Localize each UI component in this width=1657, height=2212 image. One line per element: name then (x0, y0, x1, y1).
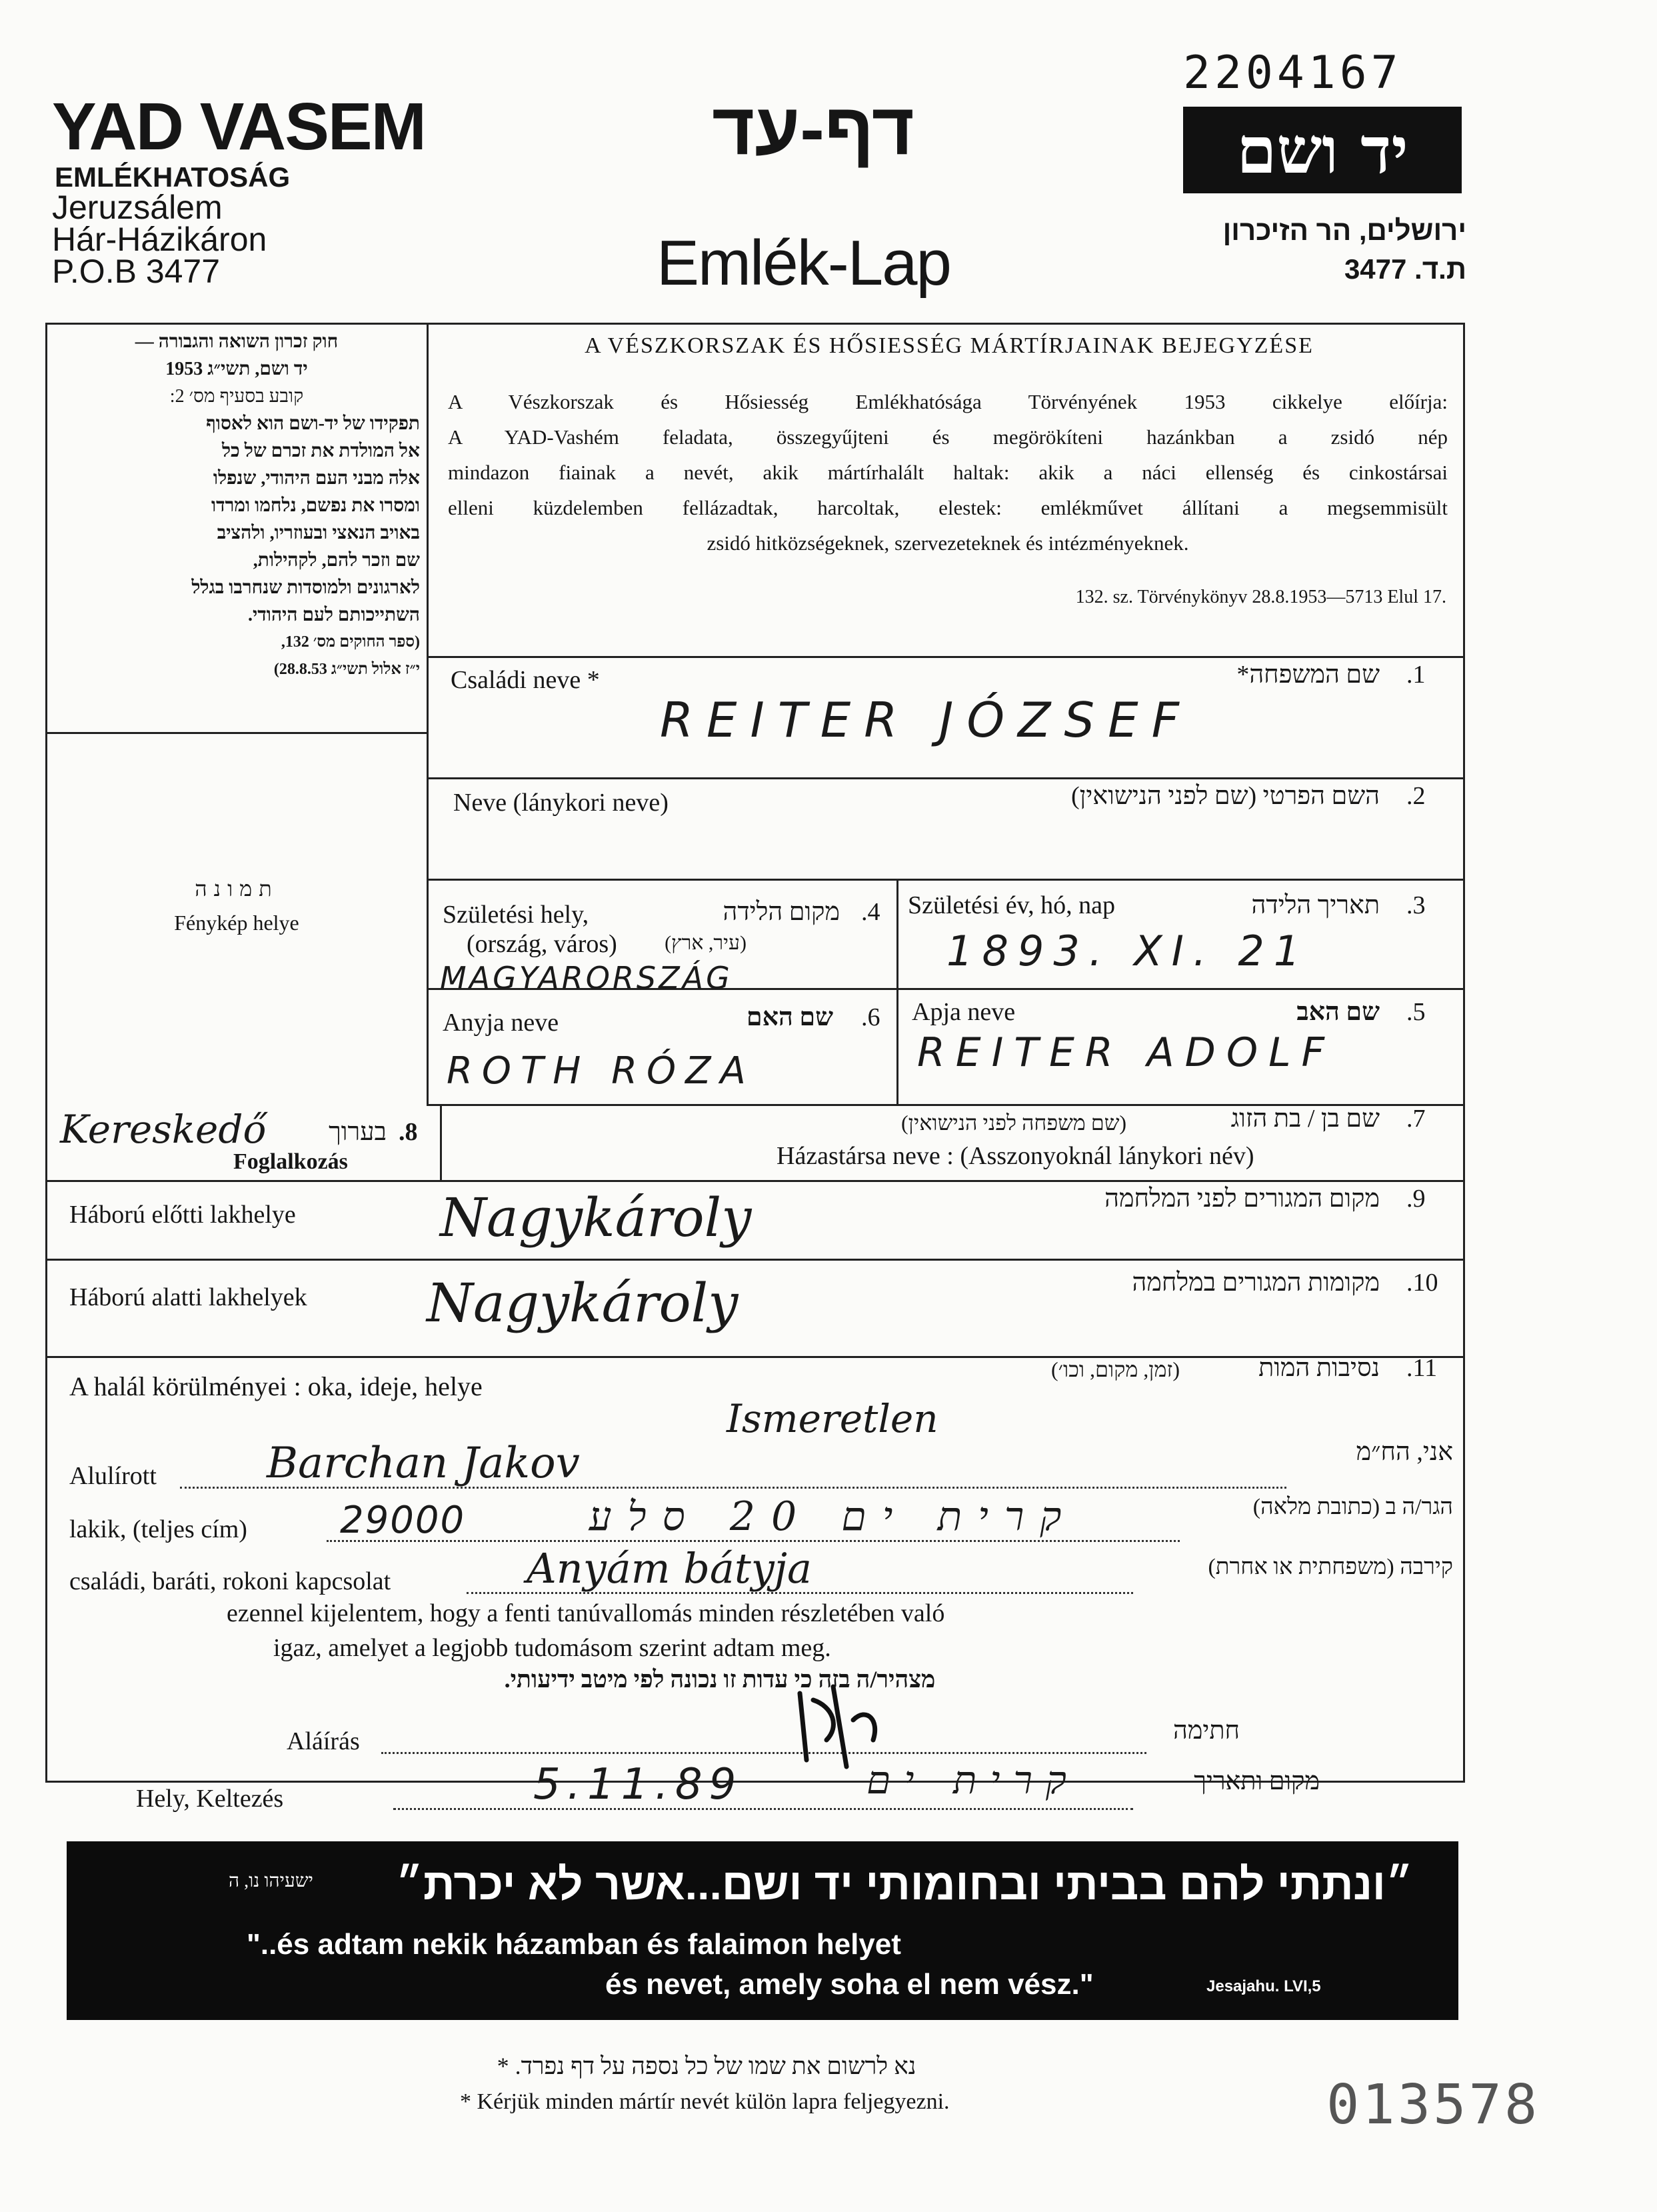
archive-stamp-number: 013578 (1326, 2073, 1540, 2137)
father-name-label: Apja neve (912, 998, 1016, 1026)
birthplace-sublabel: (ország, város) (467, 930, 617, 958)
spouse-sublabel-hebrew: (שם משפחה לפני הנישואין) (901, 1111, 1126, 1135)
law-line: באויב הנאצי ובעוזריו, ולהציב (217, 523, 420, 543)
death-circumstances-label: A halál körülményei : oka, ideje, helye (69, 1371, 483, 1401)
hebrew-address-2: ת.ד. 3477 (1344, 253, 1466, 285)
org-address-line-3: P.O.B 3477 (52, 253, 221, 290)
address-label-hebrew: הגר/ה ב (כתובת מלאה) (1252, 1495, 1453, 1519)
place-value-hebrew[interactable]: קרית ים (866, 1757, 1080, 1803)
place-date-line (393, 1808, 1133, 1810)
law-line: תפקידו של יד-ושם הוא לאסוף (206, 413, 420, 434)
law-line: השתייכותם לעם היהודי. (247, 605, 420, 625)
logo-text: יד ושם (1236, 112, 1408, 188)
intro-line: A YAD-Vashém feladata, összegyűjteni és megörökíteni hazánkban a zsidó nép (448, 425, 1448, 449)
address-value[interactable]: 29000 (340, 1499, 466, 1542)
banner-hebrew-ref: ישעיהו נו, ה (229, 1871, 313, 1891)
banner-hungarian-2: és nevet, amely soha el nem vész." (605, 1968, 1094, 2001)
statement-line-1: ezennel kijelentem, hogy a fenti tanúvallomás minden részletében való (227, 1599, 945, 1627)
undersigned-label-hebrew: אני, הח״מ (1356, 1438, 1453, 1466)
signature-label-hebrew: חתימה (1172, 1717, 1240, 1745)
mother-name-value[interactable]: ROTH RÓZA (447, 1049, 755, 1093)
address-value-hebrew[interactable]: קרית ים 20 סלע (589, 1493, 1078, 1540)
prewar-residence-label: Háború előtti lakhelye (69, 1201, 296, 1229)
col-rule (896, 879, 898, 1104)
death-circumstances-value[interactable]: Ismeretlen (727, 1396, 938, 1441)
intro-line: zsidó hitközségeknek, szervezeteknek és intézményeknek. (707, 531, 1189, 555)
birthdate-value[interactable]: 1893. XI. 21 (946, 927, 1310, 975)
field-number-3: .3 (1406, 891, 1426, 919)
field-number-8: .8 (399, 1118, 418, 1146)
intro-text (448, 384, 1448, 561)
wartime-residence-label-hebrew: מקומות המגורים במלחמה (1132, 1269, 1380, 1297)
footer-note: * Kérjük minden mártír nevét külön lapra feljegyezni. (460, 2089, 950, 2114)
law-line: ומסרו את נפשם, נלחמו ומרדו (211, 495, 420, 516)
form-title: Emlék-Lap (657, 227, 950, 299)
family-name-label: Családi neve * (451, 666, 600, 694)
occupation-label-hebrew: בערוך (329, 1118, 387, 1146)
wartime-residence-value[interactable]: Nagykároly (427, 1272, 739, 1334)
yad-vashem-logo (1183, 107, 1462, 193)
address-label: lakik, (teljes cím) (69, 1515, 247, 1543)
given-name-label: Neve (lánykori neve) (453, 789, 669, 817)
hebrew-address-1: ירושלים, הר הזיכרון (1222, 215, 1466, 246)
undersigned-value[interactable]: Barchan Jakov (267, 1439, 580, 1488)
relation-label: családi, baráti, rokoni kapcsolat (69, 1567, 391, 1595)
intro-line: A Vészkorszak és Hősiesség Emlékhatósága Törvényének 1953 cikkelye előírja: (448, 390, 1448, 413)
intro-line: elleni küzdelemben fellázadtak, harcoltak, elestek: emlékművet állítani a megsemmisült (448, 496, 1448, 519)
field-number-11: .11 (1406, 1354, 1438, 1382)
document-number: 2204167 (1183, 47, 1402, 99)
quote-banner (67, 1841, 1458, 2020)
mother-name-label-hebrew: שם האם (746, 1003, 833, 1031)
org-subtitle: EMLÉKHATOSÁG (55, 161, 291, 193)
relation-label-hebrew: קירבה (משפחתית או אחרת) (1208, 1555, 1453, 1579)
death-circumstances-label-hebrew: נסיבות המות (1258, 1354, 1380, 1382)
given-name-label-hebrew: השם הפרטי (שם לפני הנישואין) (1070, 782, 1380, 810)
statement-hebrew: מצהיר/ה בזה כי עדות זו נכונה לפי מיטב ידיעותי. (504, 1666, 936, 1693)
place-date-label-hebrew: מקום ותאריך (1194, 1767, 1320, 1795)
undersigned-label: Alulírott (69, 1462, 157, 1490)
intro-title: A VÉSZKORSZAK ÉS HŐSIESSÉG MÁRTÍRJAINAK BEJEGYZÉSE (585, 333, 1314, 358)
birthdate-label: Születési év, hó, nap (908, 891, 1115, 919)
spouse-label-hebrew: שם בן / בת הזוג (1230, 1105, 1380, 1133)
footer-note-hebrew: נא לרשום את שמו של כל נספה על דף נפרד. * (497, 2053, 916, 2079)
family-name-label-hebrew: שם המשפחה* (1236, 661, 1380, 689)
father-name-value[interactable]: REITER ADOLF (917, 1029, 1336, 1076)
field-number-1: .1 (1406, 661, 1426, 689)
death-circumstances-sublabel-hebrew: (זמן, מקום, וכו׳) (1050, 1357, 1180, 1381)
field-number-7: .7 (1406, 1105, 1426, 1133)
law-line: קובע בסעיף מס׳ 2: (169, 386, 304, 407)
wartime-residence-label: Háború alatti lakhelyek (69, 1283, 307, 1311)
law-line: חוק זכרון השואה והגבורה — (135, 331, 339, 352)
law-line: אלה מבני העם היהודי, שנפלו (213, 468, 420, 489)
law-line: יד ושם, תשי״ג 1953 (165, 359, 308, 379)
law-box-bottom (45, 732, 428, 734)
relation-value[interactable]: Anyám bátyja (527, 1544, 812, 1593)
field-number-4: .4 (861, 898, 880, 926)
photo-label-hebrew: תמונה (195, 877, 279, 901)
law-line: (ספר החוקים מס׳ 132, (281, 633, 420, 651)
family-name-value[interactable]: REITER JÓZSEF (660, 692, 1192, 748)
father-name-label-hebrew: שם האב (1296, 998, 1380, 1026)
place-date-label: Hely, Keltezés (136, 1785, 284, 1813)
banner-hungarian-ref: Jesajahu. LVI,5 (1206, 1977, 1321, 1995)
law-line: י״ז אלול תשי״ג 28.8.53) (273, 661, 420, 678)
occupation-value[interactable]: Kereskedő (60, 1107, 267, 1152)
row-rule (427, 656, 1465, 658)
org-address-line-1: Jeruzsálem (52, 189, 223, 226)
form-title-hebrew: דף-עד (712, 88, 914, 170)
row-rule (427, 777, 1465, 779)
field-number-10: .10 (1406, 1269, 1438, 1297)
statement-line-2: igaz, amelyet a legjobb tudomásom szerint adtam meg. (273, 1634, 831, 1662)
birthplace-value[interactable]: MAGYARORSZÁG (440, 960, 733, 996)
org-address-line-2: Hár-Házikáron (52, 221, 267, 258)
intro-line: mindazon fiainak a nevét, akik mártírhalált haltak: akik a náci ellenség és cinkostársai (448, 461, 1448, 484)
field-number-9: .9 (1406, 1185, 1426, 1213)
law-box (53, 328, 420, 683)
prewar-residence-label-hebrew: מקום המגורים לפני המלחמה (1104, 1185, 1380, 1213)
signature-line (381, 1752, 1146, 1754)
birthplace-label-hebrew: מקום הלידה (723, 898, 840, 926)
prewar-residence-value[interactable]: Nagykároly (440, 1187, 752, 1249)
org-name: YAD VASEM (52, 89, 425, 164)
banner-hebrew: ״ונתתי להם בביתי ובחומותי יד ושם...אשר לא יכרת״ (395, 1859, 1413, 1909)
date-value[interactable]: 5.11.89 (533, 1760, 743, 1809)
birthplace-sublabel-hebrew: (עיר, ארץ) (665, 932, 747, 954)
col-rule (440, 1104, 442, 1180)
spouse-label: Házastársa neve : (Asszonyoknál lánykori név) (777, 1142, 1254, 1170)
birthdate-label-hebrew: תאריך הלידה (1251, 891, 1380, 919)
field-number-2: .2 (1406, 782, 1426, 810)
law-line: אל המולדת את זכרם של כל (221, 441, 420, 461)
law-line: שם וזכר להם, לקהילות, (253, 550, 420, 571)
row-rule (45, 1259, 1465, 1261)
birthplace-label: Születési hely, (443, 901, 589, 929)
law-line: לארגונים ולמוסדות שנחרבו בגלל (191, 577, 420, 598)
occupation-label: Foglalkozás (233, 1149, 348, 1174)
mother-name-label: Anyja neve (443, 1009, 559, 1037)
photo-label: Fénykép helye (174, 911, 299, 935)
intro-citation: 132. sz. Törvénykönyv 28.8.1953—5713 Elul 17. (1075, 587, 1446, 607)
row-rule (45, 1180, 1465, 1182)
banner-hungarian-1: "..és adtam nekik házamban és falaimon helyet (247, 1928, 901, 1961)
field-number-6: .6 (861, 1003, 880, 1031)
field-number-5: .5 (1406, 998, 1426, 1026)
row-rule (427, 879, 1465, 881)
signature-label: Aláírás (287, 1727, 360, 1755)
